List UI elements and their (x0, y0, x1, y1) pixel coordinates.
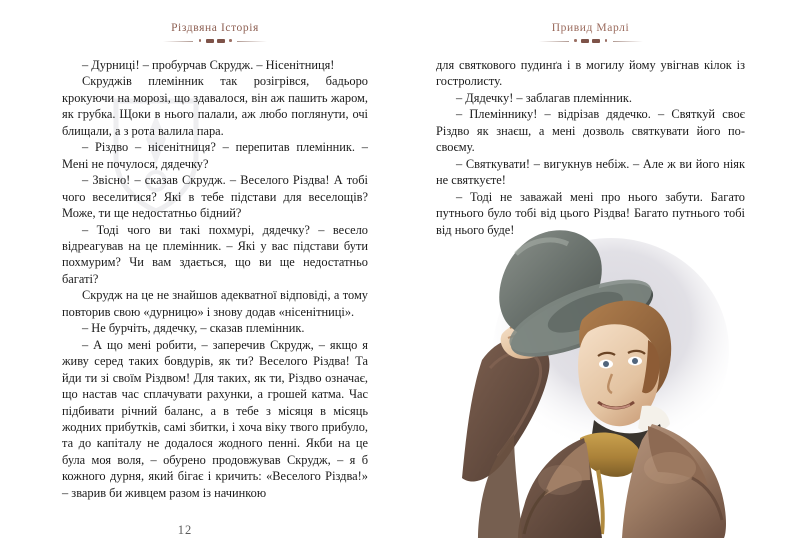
paragraph: – Племіннику! – відрізав дядечко. – Святкуй своє Різдво як знаєш, а мені дозволь святкувати його по-своєму. (436, 107, 745, 155)
ornament-bar-icon (581, 39, 589, 43)
ornament-bar-icon (592, 39, 600, 43)
paragraph: – Дядечку! – заблагав племінник. (456, 90, 632, 105)
ornament-divider-left (163, 36, 267, 45)
running-head-left: Різдвяна Історія (171, 22, 259, 34)
right-page-body (436, 57, 745, 238)
paragraph: Скрудж на це не знайшов адекватної відповіді, а тому повторив свою «дурницю» і знову додав «нісенітниці». (62, 288, 368, 319)
paragraph: – Різдво – нісенітниця? – перепитав племінник. – Мені не почулося, дядечку? (62, 140, 368, 171)
paragraph: – Дурниці! – пробурчав Скрудж. – Нісенітниця! (82, 58, 335, 72)
ornament-rule-left (163, 41, 193, 42)
paragraph: – Тоді чого ви такі похмурі, дядечку? – весело відреагував на це племінник. – Які у вас підстави бути похмурим? Чи вам здається, що ви ще недостатньо багаті? (62, 222, 368, 286)
left-page-body (62, 57, 368, 501)
ornament-bar-icon (206, 39, 214, 43)
paragraph: – Тоді не заважай мені про нього забути. Багато путнього було тобі від цього Різдва! Багато путнього тобі від нього буде! (436, 189, 745, 237)
young-man-tipping-top-hat-illustration (456, 228, 756, 538)
ornament-rule-right (613, 41, 643, 42)
right-page (400, 0, 800, 556)
ornament-dot-icon (199, 39, 202, 42)
ornament-rule-left (539, 41, 569, 42)
paragraph: для святкового пудинґа і в могилу йому увігнав кілок із гостролисту. (436, 58, 745, 89)
paragraph: – Звісно! – сказав Скрудж. – Веселого Різдва! А тобі чого веселитися? Які в тебе підстави для веселощів? Може, ти ще недостатньо бідний? (62, 173, 368, 221)
ornament-dot-icon (605, 39, 608, 42)
paragraph: – Святкувати! – вигукнув небіж. – Але ж ви його ніяк не святкуєте! (436, 156, 745, 188)
paragraph: – Не бурчіть, дядечку, – сказав племінник. (82, 321, 305, 336)
ornament-dot-icon (574, 39, 577, 42)
paragraph: Скруджів племінник так розігрівся, бадьоро крокуючи на морозі, що здавалося, він аж пашить жаром, як грубка. Щоки в нього палали, аж любо поглянути, очі блищали, а з рота валила пара. (62, 74, 368, 138)
page-folio-left: 12 (177, 523, 193, 537)
ornament-divider-right (539, 36, 643, 45)
ornament-rule-right (237, 41, 267, 42)
ornament-dot-icon (229, 39, 232, 42)
paragraph: – А що мені робити, – заперечив Скрудж, – якщо я живу серед таких бовдурів, як ти? Веселого Різдва! Та йди ти зі своїм Різдвом! Для таких, як ти, Різдво означає, що настав час сплачувати рахунки, а грошей катма. Час підбивати річний баланс, а в тебе з місяця в місяць жодних прибутків, самі збитки, і хоча віку твого прибуло, та до капіталу не додалося жодного пенні. Якби на це була моя воля, – обурено продовжував Скрудж, – я б кожного дурня, який бігає і кричить: «Веселого Різдва!» – зварив би живцем разом із начинкою (62, 337, 368, 500)
ornament-bar-icon (217, 39, 225, 43)
running-head-right: Привид Марлі (551, 22, 630, 34)
